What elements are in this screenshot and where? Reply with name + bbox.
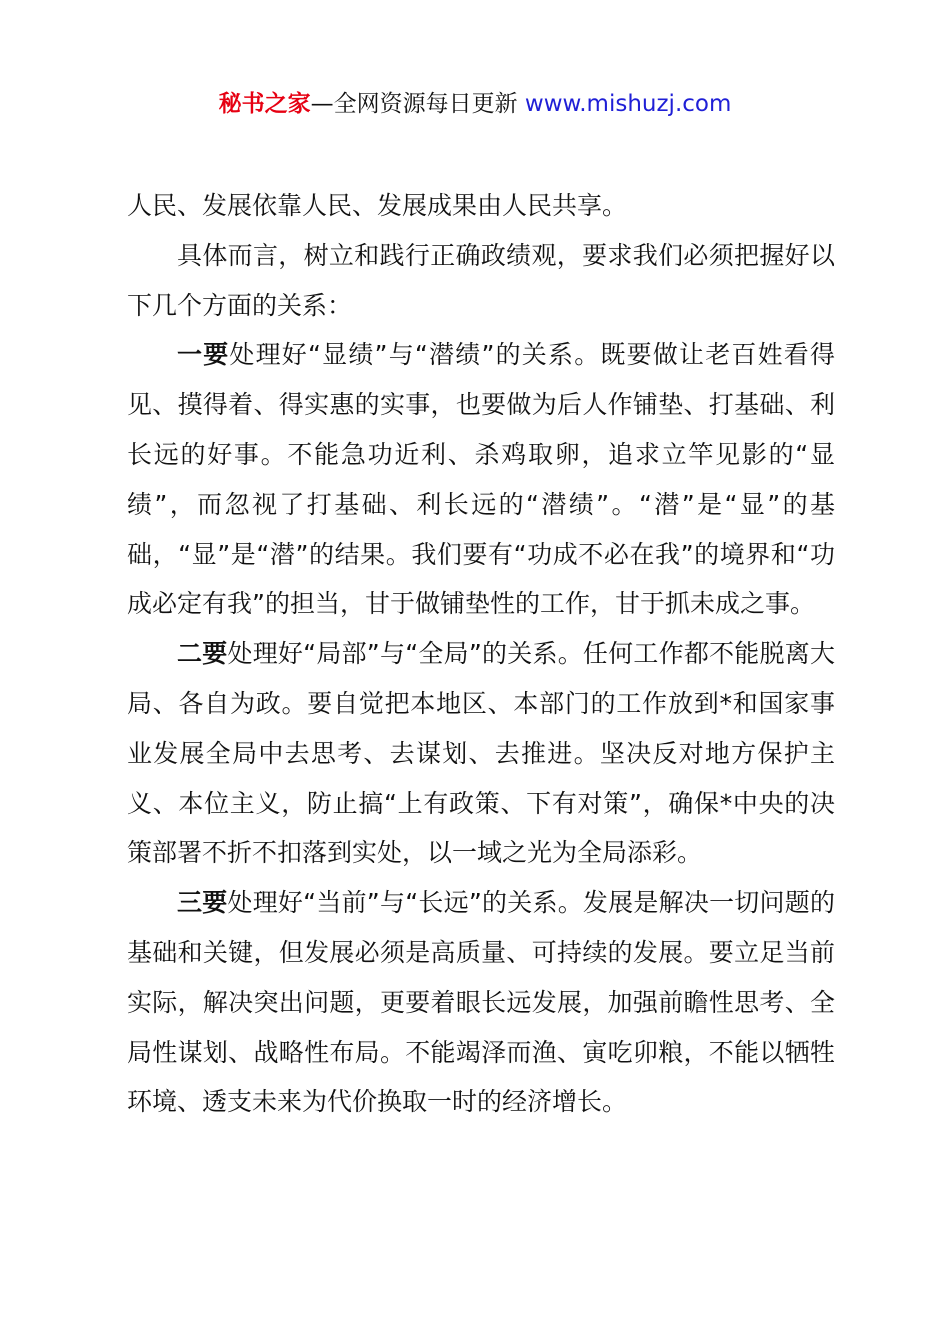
paragraph-point-three [127,878,835,1127]
paragraph-intro [127,231,835,331]
paragraph-lead: 三要 [177,888,228,918]
paragraph-text: 处理好“局部”与“全局”的关系。任何工作都不能脱离大局、各自为政。要自觉把本地区、本部门的工作放到*和国家事业发展全局中去思考、去谋划、去推进。坚决反对地方保护主义、本位主义，防止搞“上有政策、下有对策”，确保*中央的决策部署不折不扣落到实处，以一域之光为全局添彩。 [127,639,835,868]
paragraph-text: 处理好“当前”与“长远”的关系。发展是解决一切问题的基础和关键，但发展必须是高质量、可持续的发展。要立足当前实际，解决突出问题，更要着眼长远发展，加强前瞻性思考、全局性谋划、战略性布局。不能竭泽而渔、寅吃卯粮，不能以牺牲环境、透支未来为代价换取一时的经济增长。 [127,888,835,1117]
site-brand: 秘书之家 [218,91,311,117]
paragraph-text: 人民、发展依靠人民、发展成果由人民共享。 [127,191,628,220]
paragraph-lead: 一要 [177,340,230,370]
document-body [127,181,835,1127]
paragraph-lead: 二要 [177,639,228,669]
site-url-link[interactable]: www.mishuzj.com [524,91,732,117]
paragraph-text: 具体而言，树立和践行正确政绩观，要求我们必须把握好以下几个方面的关系： [127,240,835,320]
paragraph-point-two [127,629,835,878]
paragraph-text: 处理好“显绩”与“潜绩”的关系。既要做让老百姓看得见、摸得着、得实惠的实事，也要做为后人作铺垫、打基础、利长远的好事。不能急功近利、杀鸡取卵，追求立竿见影的“显绩”，而忽视了打基础、利长远的“潜绩”。“潜”是“显”的基础，“显”是“潜”的结果。我们要有“功成不必在我”的境界和“功成必定有我”的担当，甘于做铺垫性的工作，甘于抓未成之事。 [127,340,835,619]
site-tagline: —全网资源每日更新 [310,91,518,117]
paragraph-point-one [127,330,835,629]
site-header [0,88,950,120]
paragraph-continuation [127,181,835,231]
